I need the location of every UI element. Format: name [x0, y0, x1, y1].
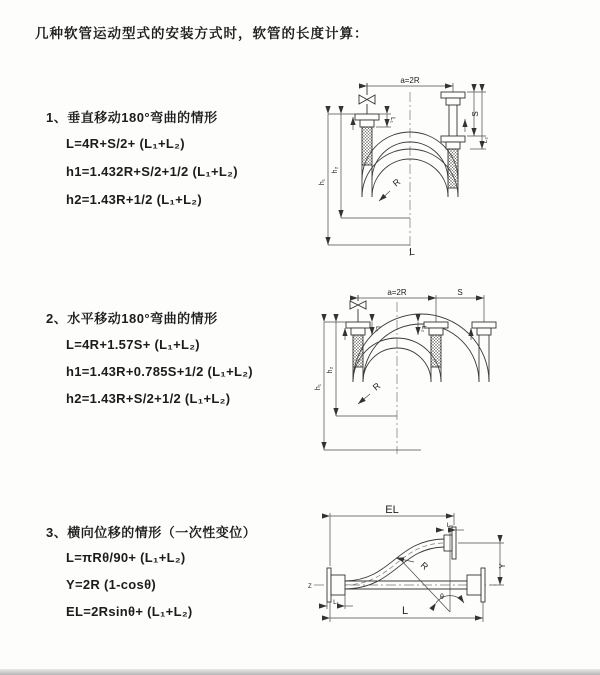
left-flange-fitting	[355, 114, 379, 165]
dim-label-l2: L₂	[482, 136, 489, 144]
dim-label-r: R	[418, 560, 431, 572]
dim-label-s: S	[471, 111, 480, 117]
diagram-vertical-180-bend	[310, 70, 600, 260]
dim-label-s: S	[457, 288, 463, 297]
dim-label-l2: L₂	[420, 325, 427, 333]
braided-hose-section	[448, 149, 458, 188]
diagram-lateral-displacement	[300, 500, 600, 660]
dim-label-el: EL	[385, 504, 399, 516]
section-1-formula-h1: h1=1.432R+S/2+1/2 (L₁+L₂)	[66, 164, 238, 179]
dim-label-h1: h₁	[319, 178, 326, 186]
dim-label-l: L	[409, 247, 415, 258]
dim-label-h2: h₂	[332, 166, 339, 174]
page-title: 几种软管运动型式的安装方式时，软管的长度计算：	[35, 26, 369, 41]
section-2-formula-h1: h1=1.43R+0.785S+1/2 (L₁+L₂)	[66, 364, 253, 379]
dimension-lines	[319, 513, 504, 622]
section-3-heading: 3、横向位移的情形（一次性变位）	[46, 525, 257, 540]
dim-label-r: R	[370, 380, 383, 393]
centerline-mark: Z	[308, 584, 312, 590]
dimension-labels	[319, 76, 489, 258]
right-flange-fitting	[441, 92, 465, 188]
diagram-horizontal-180-bend	[310, 282, 600, 462]
section-1-formula-h2: h2=1.43R+1/2 (L₁+L₂)	[66, 192, 203, 207]
dim-label-l1: L₁	[389, 117, 396, 123]
section-1-formula-L: L=4R+S/2+ (L₁+L₂)	[66, 136, 185, 151]
dim-label-h1: h₁	[315, 383, 322, 391]
braided-hose-section	[353, 335, 363, 367]
section-2-formula-h2: h2=1.43R+S/2+1/2 (L₁+L₂)	[66, 391, 231, 406]
dim-label-a2r: a=2R	[387, 288, 407, 297]
dim-label-h2: h₂	[327, 366, 334, 374]
dim-label-r: R	[390, 176, 403, 189]
section-2-formula-L: L=4R+1.57S+ (L₁+L₂)	[66, 337, 200, 352]
section-2-heading: 2、水平移动180°弯曲的情形	[46, 311, 218, 326]
hose-curves	[353, 314, 489, 382]
valve-icon	[359, 83, 375, 114]
dim-label-l2: L₂	[446, 522, 454, 529]
dimension-lines	[324, 295, 484, 450]
valve-icon	[350, 295, 366, 322]
dim-label-a2r: a=2R	[400, 76, 420, 85]
dim-label-theta: θ	[440, 594, 444, 601]
page-edge-shadow	[0, 669, 600, 675]
flange-fittings	[327, 527, 485, 602]
section-3-formula-EL: EL=2Rsinθ+ (L₁+L₂)	[66, 604, 193, 619]
dim-label-l1: L₁	[374, 326, 381, 332]
dim-label-l1: L₁	[333, 599, 339, 606]
braided-hose-section	[431, 335, 441, 367]
dim-label-y: Y	[498, 563, 507, 569]
section-3-formula-Y: Y=2R (1-cosθ)	[66, 577, 157, 592]
dim-label-l: L	[401, 605, 409, 617]
dimension-lines	[328, 83, 486, 245]
braided-hose-section	[362, 127, 372, 165]
section-3-formula-L: L=πRθ/90+ (L₁+L₂)	[66, 550, 186, 565]
section-1-heading: 1、垂直移动180°弯曲的情形	[46, 110, 218, 125]
